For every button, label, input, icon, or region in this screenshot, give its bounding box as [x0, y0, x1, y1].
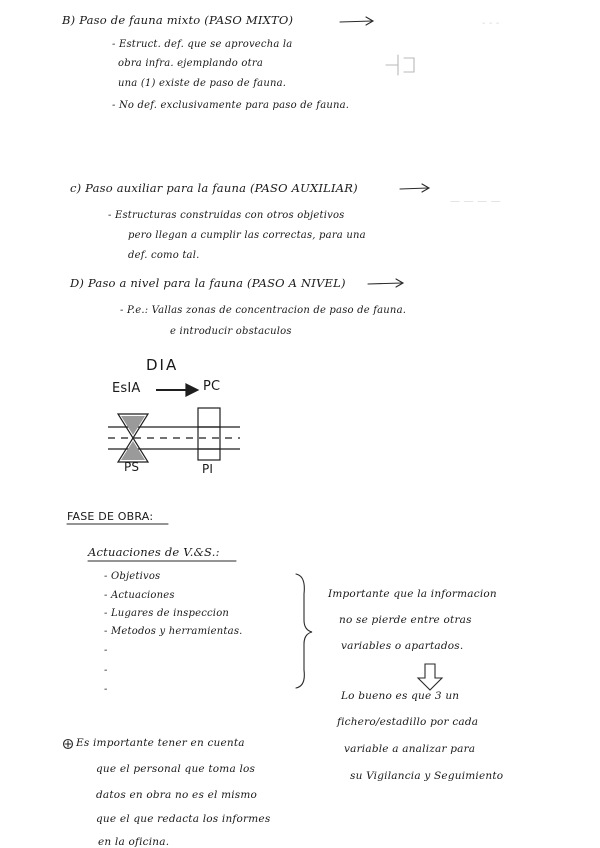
footnote-line: en la oficina.	[98, 836, 170, 848]
section-b-bullet-line: - Estruct. def. que se aprovecha la	[112, 39, 293, 50]
section-b-bullet-line: obra infra. ejemplando otra	[118, 58, 263, 69]
section-c-heading: c) Paso auxiliar para la fauna (PASO AUXILIAR)	[70, 181, 358, 195]
fase-list-item: -	[104, 684, 108, 695]
fase-heading: FASE DE OBRA:	[67, 510, 154, 523]
section-d-bullet-line: e introducir obstaculos	[170, 326, 292, 337]
fase-list-item: -	[104, 645, 108, 656]
footnote-line: que el que redacta los informes	[96, 813, 271, 825]
footnote-line: que el personal que toma los	[96, 763, 256, 775]
diagram-sketch	[108, 384, 240, 462]
note2-line: su Vigilancia y Seguimiento	[350, 770, 504, 782]
bleed-through-mark: — — — —	[450, 196, 501, 207]
footnote-line: Es importante tener en cuenta	[76, 737, 245, 749]
diagram-left-label: EsIA	[112, 381, 141, 396]
note2-line: variable a analizar para	[344, 743, 476, 755]
down-arrow-icon	[418, 664, 442, 690]
section-c-bullet-line: - Estructuras construidas con otros objetivos	[108, 210, 345, 221]
note-line: Importante que la informacion	[328, 588, 497, 600]
section-b-bullet-line: - No def. exclusivamente para paso de fauna.	[112, 100, 350, 111]
section-d-bullet-line: - P.e.: Vallas zonas de concentracion de paso de fauna.	[120, 305, 407, 316]
section-d-heading: D) Paso a nivel para la fauna (PASO A NIVEL)	[70, 276, 346, 290]
section-c-bullet-line: pero llegan a cumplir las correctas, para una	[128, 230, 366, 241]
brace-icon	[296, 574, 312, 688]
note2-line: Lo bueno es que 3 un	[341, 690, 460, 702]
fase-list-item: - Metodos y herramientas.	[104, 626, 243, 637]
note2-line: fichero/estadillo por cada	[337, 716, 479, 728]
fase-list-item: - Lugares de inspeccion	[104, 608, 230, 619]
fase-list-item: -	[104, 665, 108, 676]
section-c-bullet-line: def. como tal.	[128, 250, 200, 261]
arrow-icon	[400, 188, 428, 189]
fase-list-item: - Objetivos	[104, 571, 161, 582]
diagram-title: DIA	[146, 356, 179, 374]
section-b-heading: B) Paso de fauna mixto (PASO MIXTO)	[62, 13, 294, 27]
note-line: variables o apartados.	[341, 640, 464, 652]
diagram-arrow-icon	[186, 384, 198, 396]
diagram-bottom-left-label: PS	[124, 460, 140, 474]
arrow-icon	[368, 283, 402, 284]
bleed-through-mark: - - -	[482, 18, 500, 29]
note-line: no se pierde entre otras	[339, 614, 472, 626]
diagram-bottom-right-label: PI	[202, 462, 214, 476]
sketch-icon	[386, 55, 414, 75]
section-b-bullet-line: una (1) existe de paso de fauna.	[118, 78, 287, 89]
footnote-line: datos en obra no es el mismo	[96, 789, 258, 801]
arrow-icon	[340, 21, 372, 22]
fase-list-item: - Actuaciones	[104, 590, 175, 601]
diagram-right-label: PC	[203, 379, 221, 394]
fase-subheading: Actuaciones de V.&S.:	[88, 545, 220, 559]
